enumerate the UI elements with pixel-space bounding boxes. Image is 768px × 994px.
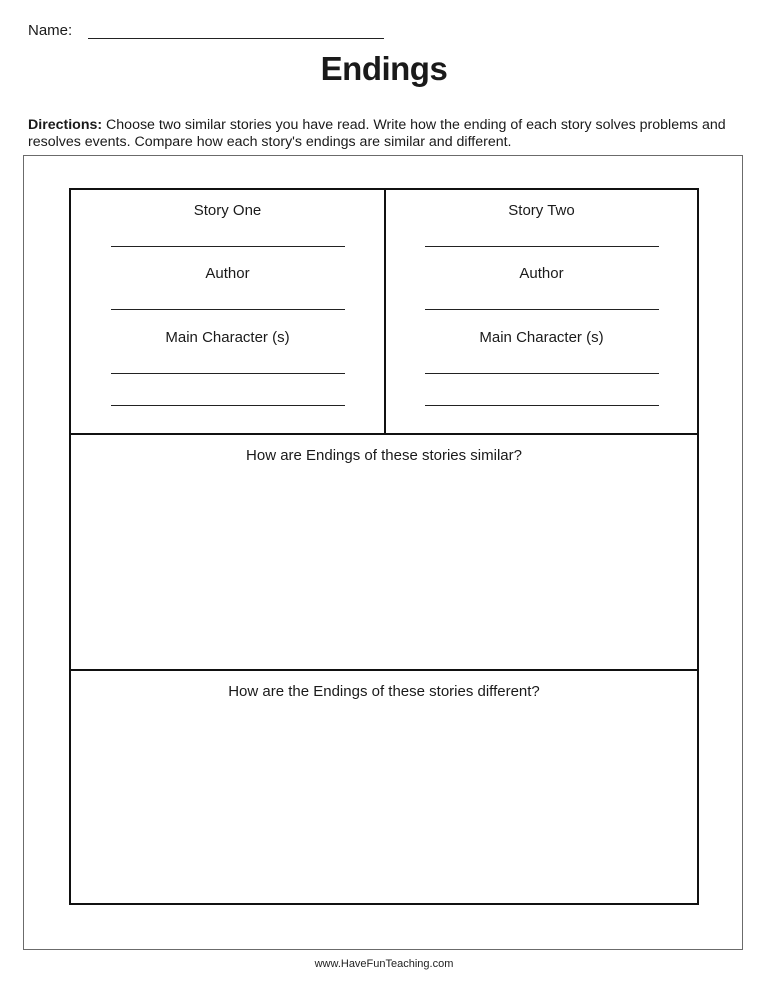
different-endings-box[interactable]	[71, 671, 697, 903]
story-two-character-line-1[interactable]	[425, 373, 659, 374]
name-label: Name:	[28, 22, 73, 39]
story-two-character-label: Main Character (s)	[479, 329, 604, 346]
directions-text: Choose two similar stories you have read. Write how the ending of each story solves problems and resolves events. Compare how each story's endings are similar and different.	[28, 117, 726, 150]
story-two-character-line-2[interactable]	[425, 405, 659, 406]
story-one-character-label: Main Character (s)	[165, 329, 290, 346]
story-one-author-label: Author	[205, 265, 250, 282]
story-one-character-line-1[interactable]	[111, 373, 345, 374]
name-write-line[interactable]	[88, 38, 384, 39]
story-one-heading: Story One	[193, 202, 262, 219]
comparison-grid	[69, 188, 699, 905]
different-question: How are the Endings of these stories different?	[228, 683, 540, 700]
footer-website: www.HaveFunTeaching.com	[314, 958, 454, 970]
story-two-column	[386, 190, 697, 433]
story-one-column	[71, 190, 386, 433]
story-two-title-line[interactable]	[425, 246, 659, 247]
directions	[28, 117, 743, 151]
story-two-author-line[interactable]	[425, 309, 659, 310]
similar-endings-box[interactable]	[71, 435, 697, 671]
story-two-heading: Story Two	[508, 202, 575, 219]
story-two-author-label: Author	[519, 265, 564, 282]
page-title: Endings	[320, 50, 448, 87]
story-one-title-line[interactable]	[111, 246, 345, 247]
story-info-row	[71, 190, 697, 435]
story-one-character-line-2[interactable]	[111, 405, 345, 406]
story-one-author-line[interactable]	[111, 309, 345, 310]
directions-label: Directions:	[28, 117, 103, 133]
similar-question: How are Endings of these stories similar?	[246, 447, 522, 464]
